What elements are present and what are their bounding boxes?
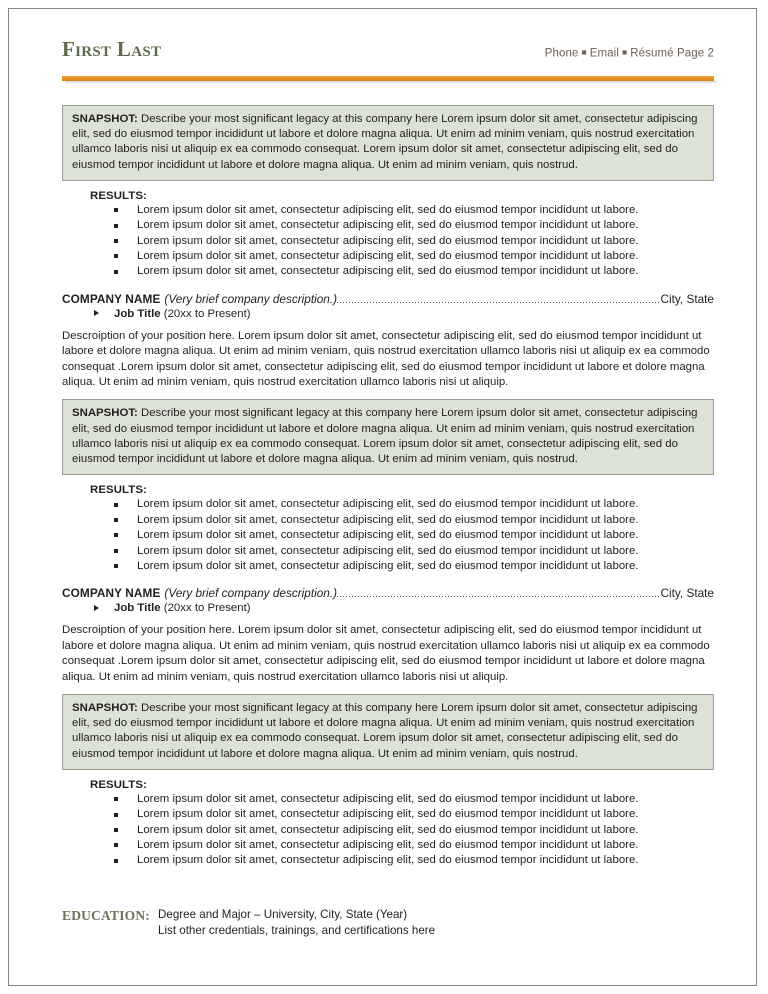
company-location: City, State — [660, 586, 714, 601]
list-item-text: Lorem ipsum dolor sit amet, consectetur adipiscing elit, sed do eiusmod tempor incididunt ut labore. — [137, 544, 639, 557]
square-bullet-icon — [114, 564, 118, 568]
header-name: First Last — [62, 37, 162, 61]
company-header-row — [62, 586, 714, 600]
list-item — [62, 528, 714, 543]
company-name: COMPANY NAME — [62, 586, 161, 601]
list-item-text: Lorem ipsum dolor sit amet, consectetur adipiscing elit, sed do eiusmod tempor incididunt ut labore. — [137, 559, 639, 572]
company-description: (Very brief company description.) — [164, 291, 338, 306]
job-title-row — [62, 307, 714, 322]
list-item-text: Lorem ipsum dolor sit amet, consectetur adipiscing elit, sed do eiusmod tempor incididunt ut labore. — [137, 854, 639, 867]
results-list — [62, 792, 714, 869]
list-item — [62, 218, 714, 233]
company-location: City, State — [660, 291, 714, 306]
snapshot-box — [62, 399, 714, 475]
triangle-bullet-icon — [94, 605, 99, 611]
snapshot-label: SNAPSHOT: — [72, 407, 138, 420]
square-bullet-icon — [114, 549, 118, 553]
list-item — [62, 559, 714, 574]
dotted-leader — [337, 588, 660, 599]
snapshot-box — [62, 694, 714, 770]
list-item-text: Lorem ipsum dolor sit amet, consectetur adipiscing elit, sed do eiusmod tempor incididunt ut labore. — [137, 234, 639, 247]
company-description: (Very brief company description.) — [164, 586, 338, 601]
company-header-row — [62, 292, 714, 306]
header-contact-email: Email — [589, 47, 619, 59]
list-item — [62, 513, 714, 528]
list-item — [62, 807, 714, 822]
header-contact-phone: Phone — [544, 47, 579, 59]
list-item — [62, 203, 714, 218]
list-item-text: Lorem ipsum dolor sit amet, consectetur adipiscing elit, sed do eiusmod tempor incididunt ut labore. — [137, 265, 639, 278]
square-bullet-icon — [114, 828, 118, 832]
square-bullet-icon — [114, 503, 118, 507]
position-description: Descroiption of your position here. Lorem ipsum dolor sit amet, consectetur adipiscing elit, sed do eiusmod tempor incididunt ut labore et dolore magna aliqua. Ut enim ad minim veniam, quis nostrud exercitation ullamco laboris nisi ut aliquip ex ea commodo consequat .Lorem ipsum dolor sit amet, consectetur adipiscing elit, sed do eiusmod tempor incididunt ut labore et dolore magna aliqua. Ut enim ad minim veniam, quis nostrud exercitation ullamco laboris nisi ut aliquip. — [62, 624, 710, 683]
list-item — [62, 853, 714, 868]
job-title: Job Title — [114, 602, 161, 615]
resume-page — [8, 8, 757, 986]
list-item-text: Lorem ipsum dolor sit amet, consectetur adipiscing elit, sed do eiusmod tempor incididunt ut labore. — [137, 792, 639, 805]
education-section — [62, 907, 714, 939]
square-bullet-icon — [114, 518, 118, 522]
square-bullet-icon — [114, 254, 118, 258]
header-page-label: Résumé Page 2 — [630, 47, 714, 59]
snapshot-label: SNAPSHOT: — [72, 113, 138, 125]
square-bullet-icon — [114, 533, 118, 537]
list-item-text: Lorem ipsum dolor sit amet, consectetur adipiscing elit, sed do eiusmod tempor incididunt ut labore. — [137, 203, 639, 216]
snapshot-label: SNAPSHOT: — [72, 701, 138, 714]
separator-square-icon: ■ — [622, 46, 628, 57]
square-bullet-icon — [114, 859, 118, 863]
square-bullet-icon — [114, 813, 118, 817]
list-item — [62, 234, 714, 249]
page-header — [62, 39, 714, 73]
snapshot-box — [62, 105, 714, 181]
job-title: Job Title — [114, 307, 161, 320]
snapshot-text: Describe your most significant legacy at this company here Lorem ipsum dolor sit amet, consectetur adipiscing elit, sed do eiusmod tempor incididunt ut labore et dolore magna aliqua. Ut enim ad minim veniam, quis nostrud exercitation ullamco laboris nisi ut aliquip ex ea commodo consequat. Lorem ipsum dolor sit amet, consectetur adipiscing elit, sed do eiusmod tempor incididunt ut labore et dolore magna aliqua. Ut enim ad minim veniam, quis nostrud. — [72, 113, 698, 171]
list-item-text: Lorem ipsum dolor sit amet, consectetur adipiscing elit, sed do eiusmod tempor incididunt ut labore. — [137, 838, 639, 851]
company-name: COMPANY NAME — [62, 291, 161, 306]
education-label: EDUCATION: — [62, 907, 151, 923]
list-item — [62, 497, 714, 512]
dotted-leader — [337, 294, 660, 305]
list-item-text: Lorem ipsum dolor sit amet, consectetur adipiscing elit, sed do eiusmod tempor incididunt ut labore. — [137, 219, 639, 232]
list-item-text: Lorem ipsum dolor sit amet, consectetur adipiscing elit, sed do eiusmod tempor incididunt ut labore. — [137, 250, 639, 263]
list-item — [62, 823, 714, 838]
header-divider — [62, 76, 714, 86]
results-list — [62, 203, 714, 280]
square-bullet-icon — [114, 224, 118, 228]
list-item — [62, 249, 714, 264]
header-divider-bar — [62, 76, 714, 81]
triangle-bullet-icon — [94, 310, 99, 316]
list-item-text: Lorem ipsum dolor sit amet, consectetur adipiscing elit, sed do eiusmod tempor incididunt ut labore. — [137, 529, 639, 542]
separator-square-icon: ■ — [581, 46, 587, 57]
list-item-text: Lorem ipsum dolor sit amet, consectetur adipiscing elit, sed do eiusmod tempor incididunt ut labore. — [137, 513, 639, 526]
results-list — [62, 497, 714, 574]
list-item — [62, 838, 714, 853]
list-item — [62, 792, 714, 807]
square-bullet-icon — [114, 239, 118, 243]
page-content — [62, 39, 714, 939]
header-contact-line — [545, 47, 714, 60]
education-content — [158, 907, 435, 939]
job-title-row — [62, 601, 714, 616]
education-degree-line: Degree and Major – University, City, State (Year) — [158, 907, 408, 921]
snapshot-text: Describe your most significant legacy at this company here Lorem ipsum dolor sit amet, consectetur adipiscing elit, sed do eiusmod tempor incididunt ut labore et dolore magna aliqua. Ut enim ad minim veniam, quis nostrud exercitation ullamco laboris nisi ut aliquip ex ea commodo consequat. Lorem ipsum dolor sit amet, consectetur adipiscing elit, sed do eiusmod tempor incididunt ut labore et dolore magna aliqua. Ut enim ad minim veniam, quis nostrud. — [72, 407, 698, 466]
results-label: RESULTS: — [90, 189, 147, 202]
square-bullet-icon — [114, 843, 118, 847]
education-credentials-line: List other credentials, trainings, and certifications here — [158, 923, 436, 937]
job-dates: (20xx to Present) — [163, 602, 251, 615]
list-item-text: Lorem ipsum dolor sit amet, consectetur adipiscing elit, sed do eiusmod tempor incididunt ut labore. — [137, 498, 639, 511]
snapshot-text: Describe your most significant legacy at this company here Lorem ipsum dolor sit amet, consectetur adipiscing elit, sed do eiusmod tempor incididunt ut labore et dolore magna aliqua. Ut enim ad minim veniam, quis nostrud exercitation ullamco laboris nisi ut aliquip ex ea commodo consequat. Lorem ipsum dolor sit amet, consectetur adipiscing elit, sed do eiusmod tempor incididunt ut labore et dolore magna aliqua. Ut enim ad minim veniam, quis nostrud. — [72, 701, 698, 760]
results-label: RESULTS: — [90, 484, 147, 497]
job-dates: (20xx to Present) — [163, 307, 251, 320]
header-divider-shadow — [65, 81, 717, 84]
square-bullet-icon — [114, 270, 118, 274]
list-item-text: Lorem ipsum dolor sit amet, consectetur adipiscing elit, sed do eiusmod tempor incididunt ut labore. — [137, 808, 639, 821]
square-bullet-icon — [114, 208, 118, 212]
list-item — [62, 544, 714, 559]
results-label: RESULTS: — [90, 778, 147, 791]
list-item — [62, 264, 714, 279]
list-item-text: Lorem ipsum dolor sit amet, consectetur adipiscing elit, sed do eiusmod tempor incididunt ut labore. — [137, 823, 639, 836]
position-description: Descroiption of your position here. Lorem ipsum dolor sit amet, consectetur adipiscing elit, sed do eiusmod tempor incididunt ut labore et dolore magna aliqua. Ut enim ad minim veniam, quis nostrud exercitation ullamco laboris nisi ut aliquip ex ea commodo consequat .Lorem ipsum dolor sit amet, consectetur adipiscing elit, sed do eiusmod tempor incididunt ut labore et dolore magna aliqua. Ut enim ad minim veniam, quis nostrud exercitation ullamco laboris nisi ut aliquip. — [62, 329, 710, 389]
square-bullet-icon — [114, 797, 118, 801]
